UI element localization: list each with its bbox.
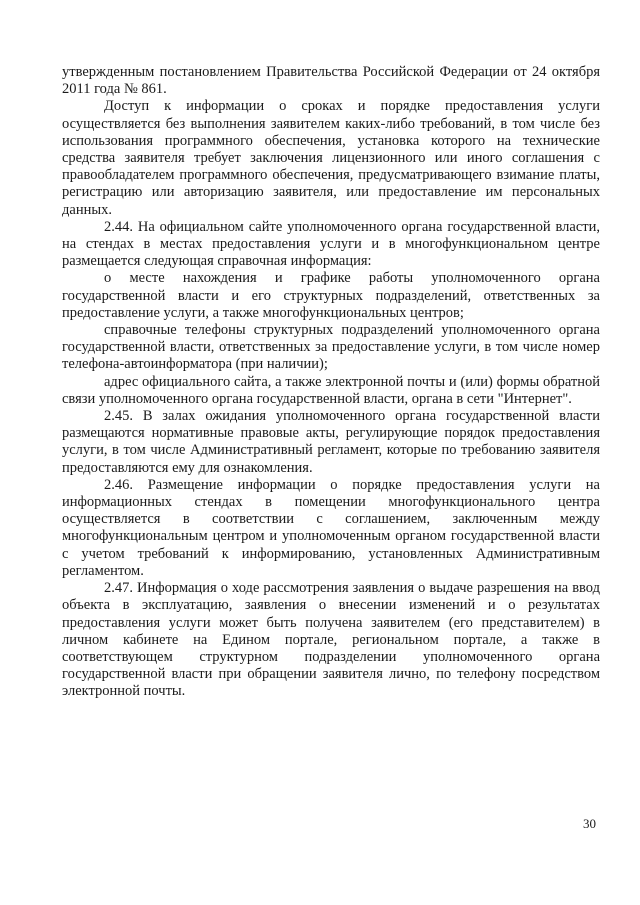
- paragraph-2-47: 2.47. Информация о ходе рассмотрения заявления о выдаче разрешения на ввод объекта в эксплуатацию, заявления о внесении изменений и о результатах предоставления услуги может быть получена заявителем (его представителем) в личном кабинете на Едином портале, региональном портале, а также в соответствующем структурном подразделении уполномоченного органа государственной власти при обращении заявителя лично, по телефону посредством электронной почты.: [62, 580, 600, 700]
- paragraph-website-address: адрес официального сайта, а также электронной почты и (или) формы обратной связи уполномоченного органа государственной власти, органа в сети "Интернет".: [62, 373, 600, 407]
- paragraph-0: утвержденным постановлением Правительства Российской Федерации от 24 октября 2011 года № 861.: [62, 64, 600, 98]
- page-number: 30: [583, 816, 596, 831]
- paragraph-phones: справочные телефоны структурных подразделений уполномоченного органа государственной власти, ответственных за предоставление услуги, в том числе номер телефона-автоинформатора (при наличии);: [62, 322, 600, 373]
- paragraph-2-46: 2.46. Размещение информации о порядке предоставления услуги на информационных стендах в помещении многофункционального центра осуществляется в соответствии с соглашением, заключенным между многофункциональным центром и уполномоченным органом государственной власти с учетом требований к информированию, установленных Административным регламентом.: [62, 476, 600, 579]
- paragraph-access-info: Доступ к информации о сроках и порядке предоставления услуги осуществляется без выполнения заявителем каких-либо требований, в том числе без использования программного обеспечения, установка которого на технические средства заявителя требует заключения лицензионного или иного соглашения с правообладателем программного обеспечения, предусматривающего взимание платы, регистрацию или авторизацию заявителя, или предоставление им персональных данных.: [62, 98, 600, 218]
- paragraph-location-schedule: о месте нахождения и графике работы уполномоченного органа государственной власти и его структурных подразделений, ответственных за предоставление услуги, а также многофункциональных центров;: [62, 270, 600, 321]
- document-page: [62, 64, 600, 701]
- paragraph-2-45: 2.45. В залах ожидания уполномоченного органа государственной власти размещаются нормативные правовые акты, регулирующие порядок предоставления услуги, в том числе Административный регламент, которые по требованию заявителя предоставляются ему для ознакомления.: [62, 408, 600, 476]
- paragraph-2-44: 2.44. На официальном сайте уполномоченного органа государственной власти, на стендах в местах предоставления услуги и в многофункциональном центре размещается следующая справочная информация:: [62, 218, 600, 270]
